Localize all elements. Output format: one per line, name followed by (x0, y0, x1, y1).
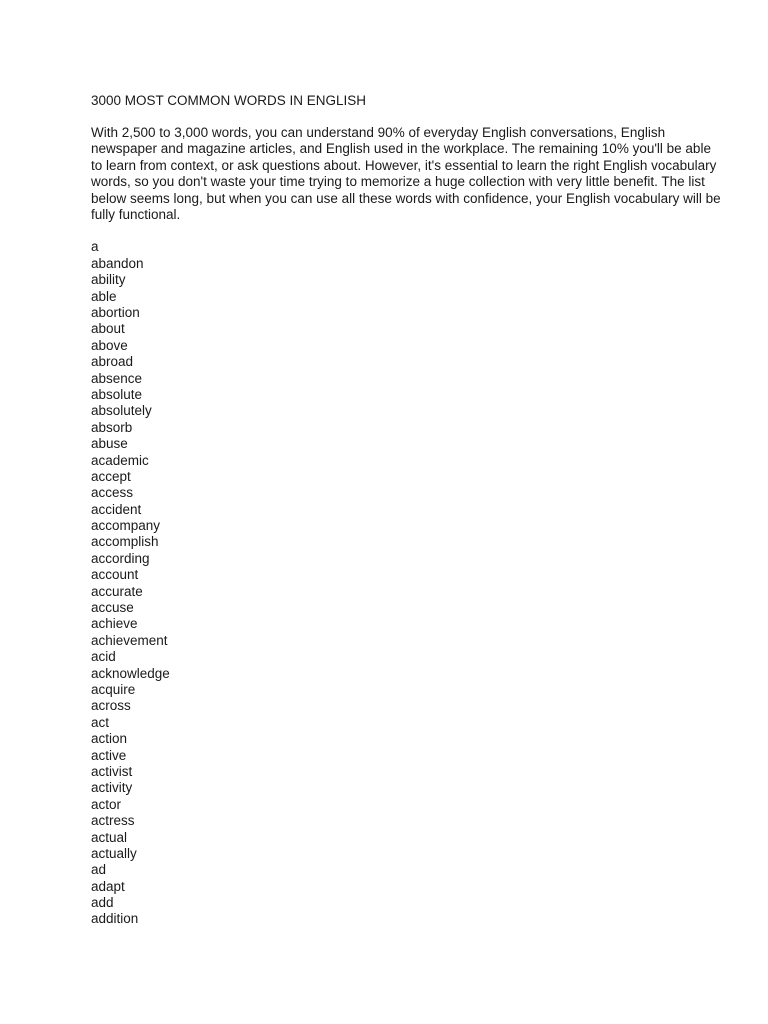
word-list-item: actually (91, 845, 137, 861)
word-list-item: activist (91, 763, 133, 779)
word-list-item: across (91, 698, 131, 714)
document-page (91, 93, 731, 928)
word-list-item: ad (91, 862, 107, 878)
word-list-item: abuse (91, 436, 128, 452)
word-list-item: actor (91, 796, 122, 812)
word-list-item: adapt (91, 878, 125, 894)
word-list-item: accuse (91, 600, 134, 616)
word-list-item: action (91, 731, 128, 747)
word-list-item: academic (91, 452, 149, 468)
word-list-item: accurate (91, 583, 143, 599)
word-list-item: about (91, 321, 125, 337)
word-list-item: accomplish (91, 534, 159, 550)
word-list-item: accept (91, 468, 131, 484)
word-list-item: achievement (91, 632, 168, 648)
word-list-item: absolutely (91, 403, 152, 419)
word-list-item: actual (91, 829, 128, 845)
word-list-item: absolute (91, 386, 143, 402)
word-list-item: accident (91, 501, 142, 517)
document-title: 3000 MOST COMMON WORDS IN ENGLISH (91, 93, 367, 108)
word-list-item: according (91, 550, 150, 566)
word-list-item: abandon (91, 255, 144, 271)
word-list-item: act (91, 714, 110, 730)
word-list-item: active (91, 747, 127, 763)
word-list-item: account (91, 567, 139, 583)
word-list-item: absorb (91, 419, 133, 435)
word-list-item: access (91, 485, 134, 501)
word-list-item: above (91, 337, 128, 353)
word-list-item: acid (91, 649, 116, 665)
word-list-item: addition (91, 911, 139, 927)
word-list-item: add (91, 895, 114, 911)
word-list-item: abroad (91, 354, 134, 370)
word-list-item: acknowledge (91, 665, 170, 681)
word-list-item: achieve (91, 616, 138, 632)
word-list-item: absence (91, 370, 143, 386)
word-list-item: able (91, 288, 117, 304)
intro-paragraph: With 2,500 to 3,000 words, you can understand 90% of everyday English conversations, English newspaper and magazine articles, and English used in the workplace. The remaining 10% you'll be able to learn from context, or ask questions about. However, it's essential to learn the right English vocabulary words, so you don't waste your time trying to memorize a huge collection with very little benefit. The list below seems long, but when you can use all these words with confidence, your English vocabulary will be fully functional. (91, 125, 721, 223)
word-list-item: accompany (91, 518, 161, 534)
word-list-item: acquire (91, 681, 136, 697)
word-list-item: ability (91, 272, 126, 288)
word-list-item: actress (91, 813, 135, 829)
word-list-item: activity (91, 780, 133, 796)
word-list-item: a (91, 239, 99, 255)
word-list (91, 239, 731, 927)
word-list-item: abortion (91, 305, 140, 320)
